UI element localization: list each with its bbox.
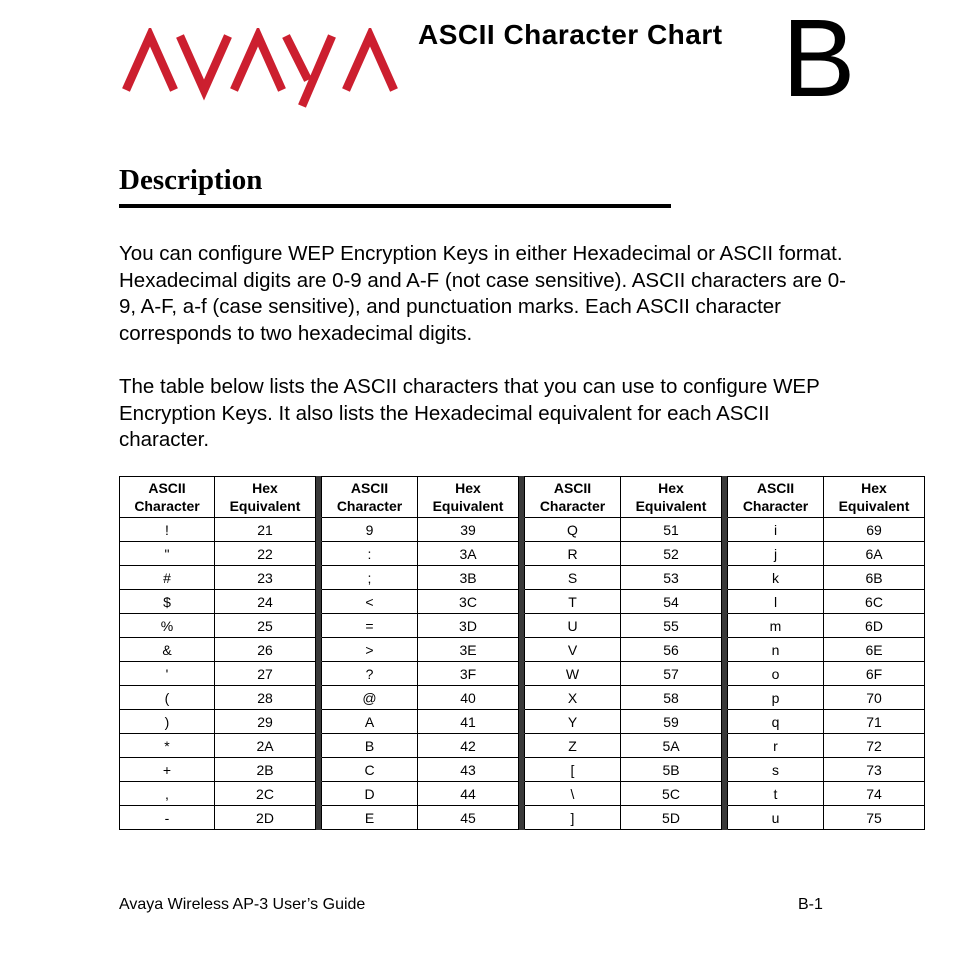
ascii-cell: B <box>322 734 418 758</box>
hex-cell: 3C <box>418 590 519 614</box>
ascii-cell: - <box>120 806 215 830</box>
section-heading: Description <box>119 164 263 196</box>
ascii-cell: ; <box>322 566 418 590</box>
hex-cell: 58 <box>621 686 722 710</box>
avaya-logo <box>122 28 406 110</box>
ascii-cell: * <box>120 734 215 758</box>
table-row <box>120 590 925 614</box>
hex-cell: 45 <box>418 806 519 830</box>
ascii-cell: ! <box>120 518 215 542</box>
ascii-cell: ] <box>525 806 621 830</box>
hex-cell: 41 <box>418 710 519 734</box>
ascii-cell: ( <box>120 686 215 710</box>
hex-cell: 5A <box>621 734 722 758</box>
ascii-cell: Q <box>525 518 621 542</box>
header-ascii: ASCII Character <box>120 477 215 518</box>
hex-cell: 3F <box>418 662 519 686</box>
ascii-cell: p <box>728 686 824 710</box>
ascii-cell: r <box>728 734 824 758</box>
hex-cell: 40 <box>418 686 519 710</box>
ascii-cell: s <box>728 758 824 782</box>
header-ascii: ASCII Character <box>728 477 824 518</box>
hex-cell: 23 <box>215 566 316 590</box>
hex-cell: 5B <box>621 758 722 782</box>
hex-cell: 74 <box>824 782 925 806</box>
header-hex: Hex Equivalent <box>621 477 722 518</box>
ascii-table <box>119 476 925 830</box>
hex-cell: 6E <box>824 638 925 662</box>
table-row <box>120 710 925 734</box>
ascii-cell: j <box>728 542 824 566</box>
footer-page-number: B-1 <box>798 896 823 913</box>
hex-cell: 3A <box>418 542 519 566</box>
table-row <box>120 542 925 566</box>
ascii-cell: ) <box>120 710 215 734</box>
ascii-cell: $ <box>120 590 215 614</box>
hex-cell: 55 <box>621 614 722 638</box>
hex-cell: 44 <box>418 782 519 806</box>
hex-cell: 5D <box>621 806 722 830</box>
table-row <box>120 614 925 638</box>
hex-cell: 6B <box>824 566 925 590</box>
header-hex: Hex Equivalent <box>215 477 316 518</box>
ascii-cell: k <box>728 566 824 590</box>
hex-cell: 5C <box>621 782 722 806</box>
hex-cell: 28 <box>215 686 316 710</box>
hex-cell: 26 <box>215 638 316 662</box>
ascii-cell: Y <box>525 710 621 734</box>
hex-cell: 3E <box>418 638 519 662</box>
ascii-cell: t <box>728 782 824 806</box>
ascii-cell: ? <box>322 662 418 686</box>
ascii-cell: < <box>322 590 418 614</box>
table-row <box>120 734 925 758</box>
hex-cell: 39 <box>418 518 519 542</box>
paragraph-intro: You can configure WEP Encryption Keys in either Hexadecimal or ASCII format. Hexadecimal digits are 0-9 and A-F (not case sensitive). ASCII characters are 0-9, A-F, a-f (case sensitive), and punctuation marks. Each ASCII character corresponds to two hexadecimal digits. <box>119 242 846 345</box>
ascii-cell: 9 <box>322 518 418 542</box>
ascii-cell: & <box>120 638 215 662</box>
header-hex: Hex Equivalent <box>824 477 925 518</box>
ascii-cell: Z <box>525 734 621 758</box>
ascii-cell: + <box>120 758 215 782</box>
hex-cell: 54 <box>621 590 722 614</box>
ascii-cell: U <box>525 614 621 638</box>
table-row <box>120 638 925 662</box>
ascii-cell: \ <box>525 782 621 806</box>
table-row <box>120 782 925 806</box>
hex-cell: 43 <box>418 758 519 782</box>
hex-cell: 6D <box>824 614 925 638</box>
paragraph-table-intro: The table below lists the ASCII characters that you can use to configure WEP Encryption Keys. It also lists the Hexadecimal equivalent for each ASCII character. <box>119 375 820 451</box>
header-hex: Hex Equivalent <box>418 477 519 518</box>
hex-cell: 2C <box>215 782 316 806</box>
footer-guide-title: Avaya Wireless AP-3 User’s Guide <box>119 896 366 913</box>
ascii-cell: : <box>322 542 418 566</box>
hex-cell: 42 <box>418 734 519 758</box>
ascii-cell: , <box>120 782 215 806</box>
hex-cell: 57 <box>621 662 722 686</box>
hex-cell: 73 <box>824 758 925 782</box>
section-rule <box>119 204 671 208</box>
ascii-cell: > <box>322 638 418 662</box>
ascii-table-body <box>120 518 925 830</box>
hex-cell: 21 <box>215 518 316 542</box>
hex-cell: 75 <box>824 806 925 830</box>
ascii-cell: S <box>525 566 621 590</box>
hex-cell: 29 <box>215 710 316 734</box>
ascii-cell: " <box>120 542 215 566</box>
header-ascii: ASCII Character <box>525 477 621 518</box>
ascii-cell: % <box>120 614 215 638</box>
ascii-cell: l <box>728 590 824 614</box>
hex-cell: 3D <box>418 614 519 638</box>
ascii-cell: n <box>728 638 824 662</box>
ascii-cell: u <box>728 806 824 830</box>
ascii-cell: m <box>728 614 824 638</box>
chapter-title: ASCII Character Chart <box>418 19 723 50</box>
ascii-cell: V <box>525 638 621 662</box>
hex-cell: 2B <box>215 758 316 782</box>
table-row <box>120 566 925 590</box>
hex-cell: 51 <box>621 518 722 542</box>
hex-cell: 25 <box>215 614 316 638</box>
hex-cell: 6F <box>824 662 925 686</box>
hex-cell: 52 <box>621 542 722 566</box>
hex-cell: 59 <box>621 710 722 734</box>
hex-cell: 6A <box>824 542 925 566</box>
table-row <box>120 686 925 710</box>
table-header-row <box>120 477 925 518</box>
hex-cell: 24 <box>215 590 316 614</box>
ascii-cell: C <box>322 758 418 782</box>
hex-cell: 22 <box>215 542 316 566</box>
ascii-cell: # <box>120 566 215 590</box>
chapter-letter: B <box>782 0 856 120</box>
ascii-cell: T <box>525 590 621 614</box>
table-row <box>120 518 925 542</box>
ascii-cell: A <box>322 710 418 734</box>
hex-cell: 6C <box>824 590 925 614</box>
hex-cell: 2D <box>215 806 316 830</box>
hex-cell: 27 <box>215 662 316 686</box>
ascii-cell: E <box>322 806 418 830</box>
ascii-cell: @ <box>322 686 418 710</box>
hex-cell: 2A <box>215 734 316 758</box>
table-row <box>120 806 925 830</box>
ascii-cell: R <box>525 542 621 566</box>
ascii-cell: [ <box>525 758 621 782</box>
ascii-cell: o <box>728 662 824 686</box>
hex-cell: 72 <box>824 734 925 758</box>
ascii-cell: i <box>728 518 824 542</box>
ascii-cell: q <box>728 710 824 734</box>
table-row <box>120 662 925 686</box>
hex-cell: 70 <box>824 686 925 710</box>
header-ascii: ASCII Character <box>322 477 418 518</box>
ascii-cell: ' <box>120 662 215 686</box>
table-row <box>120 758 925 782</box>
ascii-cell: = <box>322 614 418 638</box>
hex-cell: 69 <box>824 518 925 542</box>
ascii-cell: D <box>322 782 418 806</box>
hex-cell: 56 <box>621 638 722 662</box>
hex-cell: 53 <box>621 566 722 590</box>
hex-cell: 71 <box>824 710 925 734</box>
ascii-cell: X <box>525 686 621 710</box>
ascii-cell: W <box>525 662 621 686</box>
hex-cell: 3B <box>418 566 519 590</box>
